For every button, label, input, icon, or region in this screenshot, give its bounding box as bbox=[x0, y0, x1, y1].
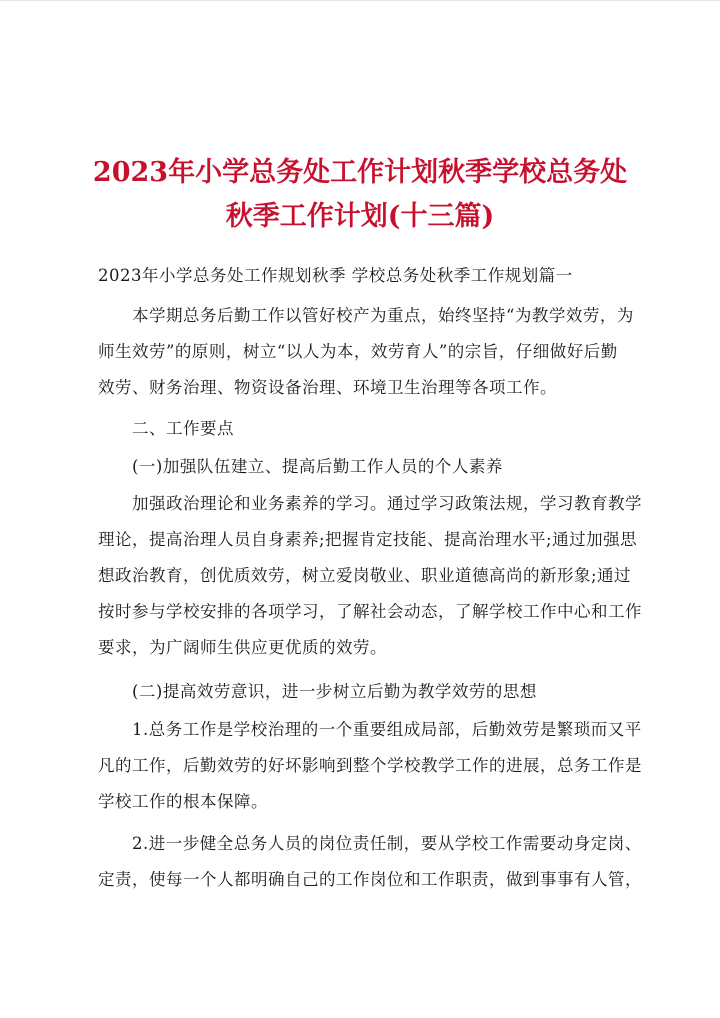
paragraph-line: (二)提高效劳意识，进一步树立后勤为教学效劳的思想 bbox=[98, 682, 537, 701]
paragraph-line: 要求，为广阔师生供应更优质的效劳。 bbox=[98, 638, 387, 657]
paragraph-line: 想政治教育，创优质效劳，树立爱岗敬业、职业道德高尚的新形象;通过 bbox=[98, 566, 632, 585]
paragraph-line: 本学期总务后勤工作以管好校产为重点，始终坚持“为教学效劳，为 bbox=[98, 306, 634, 325]
paragraph-item-1 bbox=[98, 712, 642, 820]
paragraph-item-2 bbox=[98, 826, 642, 898]
paragraph-line: 凡的工作，后勤效劳的好坏影响到整个学校教学工作的进展，总务工作是 bbox=[98, 756, 642, 775]
paragraph-line: 定责，使每一个人都明确自己的工作岗位和工作职责，做到事事有人管， bbox=[98, 870, 642, 889]
section-heading bbox=[98, 411, 638, 447]
document-subtitle bbox=[98, 258, 638, 294]
paragraph-line: 学校工作的根本保障。 bbox=[98, 792, 268, 811]
subsection-heading-2 bbox=[98, 674, 638, 710]
paragraph-line: 二、工作要点 bbox=[98, 419, 234, 438]
paragraph-line: (一)加强队伍建立、提高后勤工作人员的个人素养 bbox=[98, 457, 503, 476]
document-title-line-2: 秋季工作计划(十三篇) bbox=[225, 201, 495, 232]
paragraph-line: 1.总务工作是学校治理的一个重要组成局部，后勤效劳是繁琐而又平 bbox=[98, 720, 642, 739]
paragraph-line: 理论，提高治理人员自身素养;把握肯定技能、提高治理水平;通过加强思 bbox=[98, 530, 638, 549]
paragraph-line: 效劳、财务治理、物资设备治理、环境卫生治理等各项工作。 bbox=[98, 378, 557, 397]
subsection-heading-1 bbox=[98, 449, 638, 485]
subtitle-line: 2023年小学总务处工作规划秋季 学校总务处秋季工作规划篇一 bbox=[98, 266, 573, 285]
paragraph-line: 2.进一步健全总务人员的岗位责任制，要从学校工作需要动身定岗、 bbox=[98, 834, 642, 853]
paragraph-line: 按时参与学校安排的各项学习，了解社会动态，了解学校工作中心和工作 bbox=[98, 602, 642, 621]
paragraph-line: 加强政治理论和业务素养的学习。通过学习政策法规，学习教育教学 bbox=[98, 494, 642, 513]
paragraph-line: 师生效劳”的原则，树立“以人为本，效劳育人”的宗旨，仔细做好后勤 bbox=[98, 342, 618, 361]
paragraph-study bbox=[98, 486, 642, 666]
paragraph-intro bbox=[98, 298, 638, 406]
document-title-line-1: 2023年小学总务处工作计划秋季学校总务处 bbox=[92, 157, 628, 188]
